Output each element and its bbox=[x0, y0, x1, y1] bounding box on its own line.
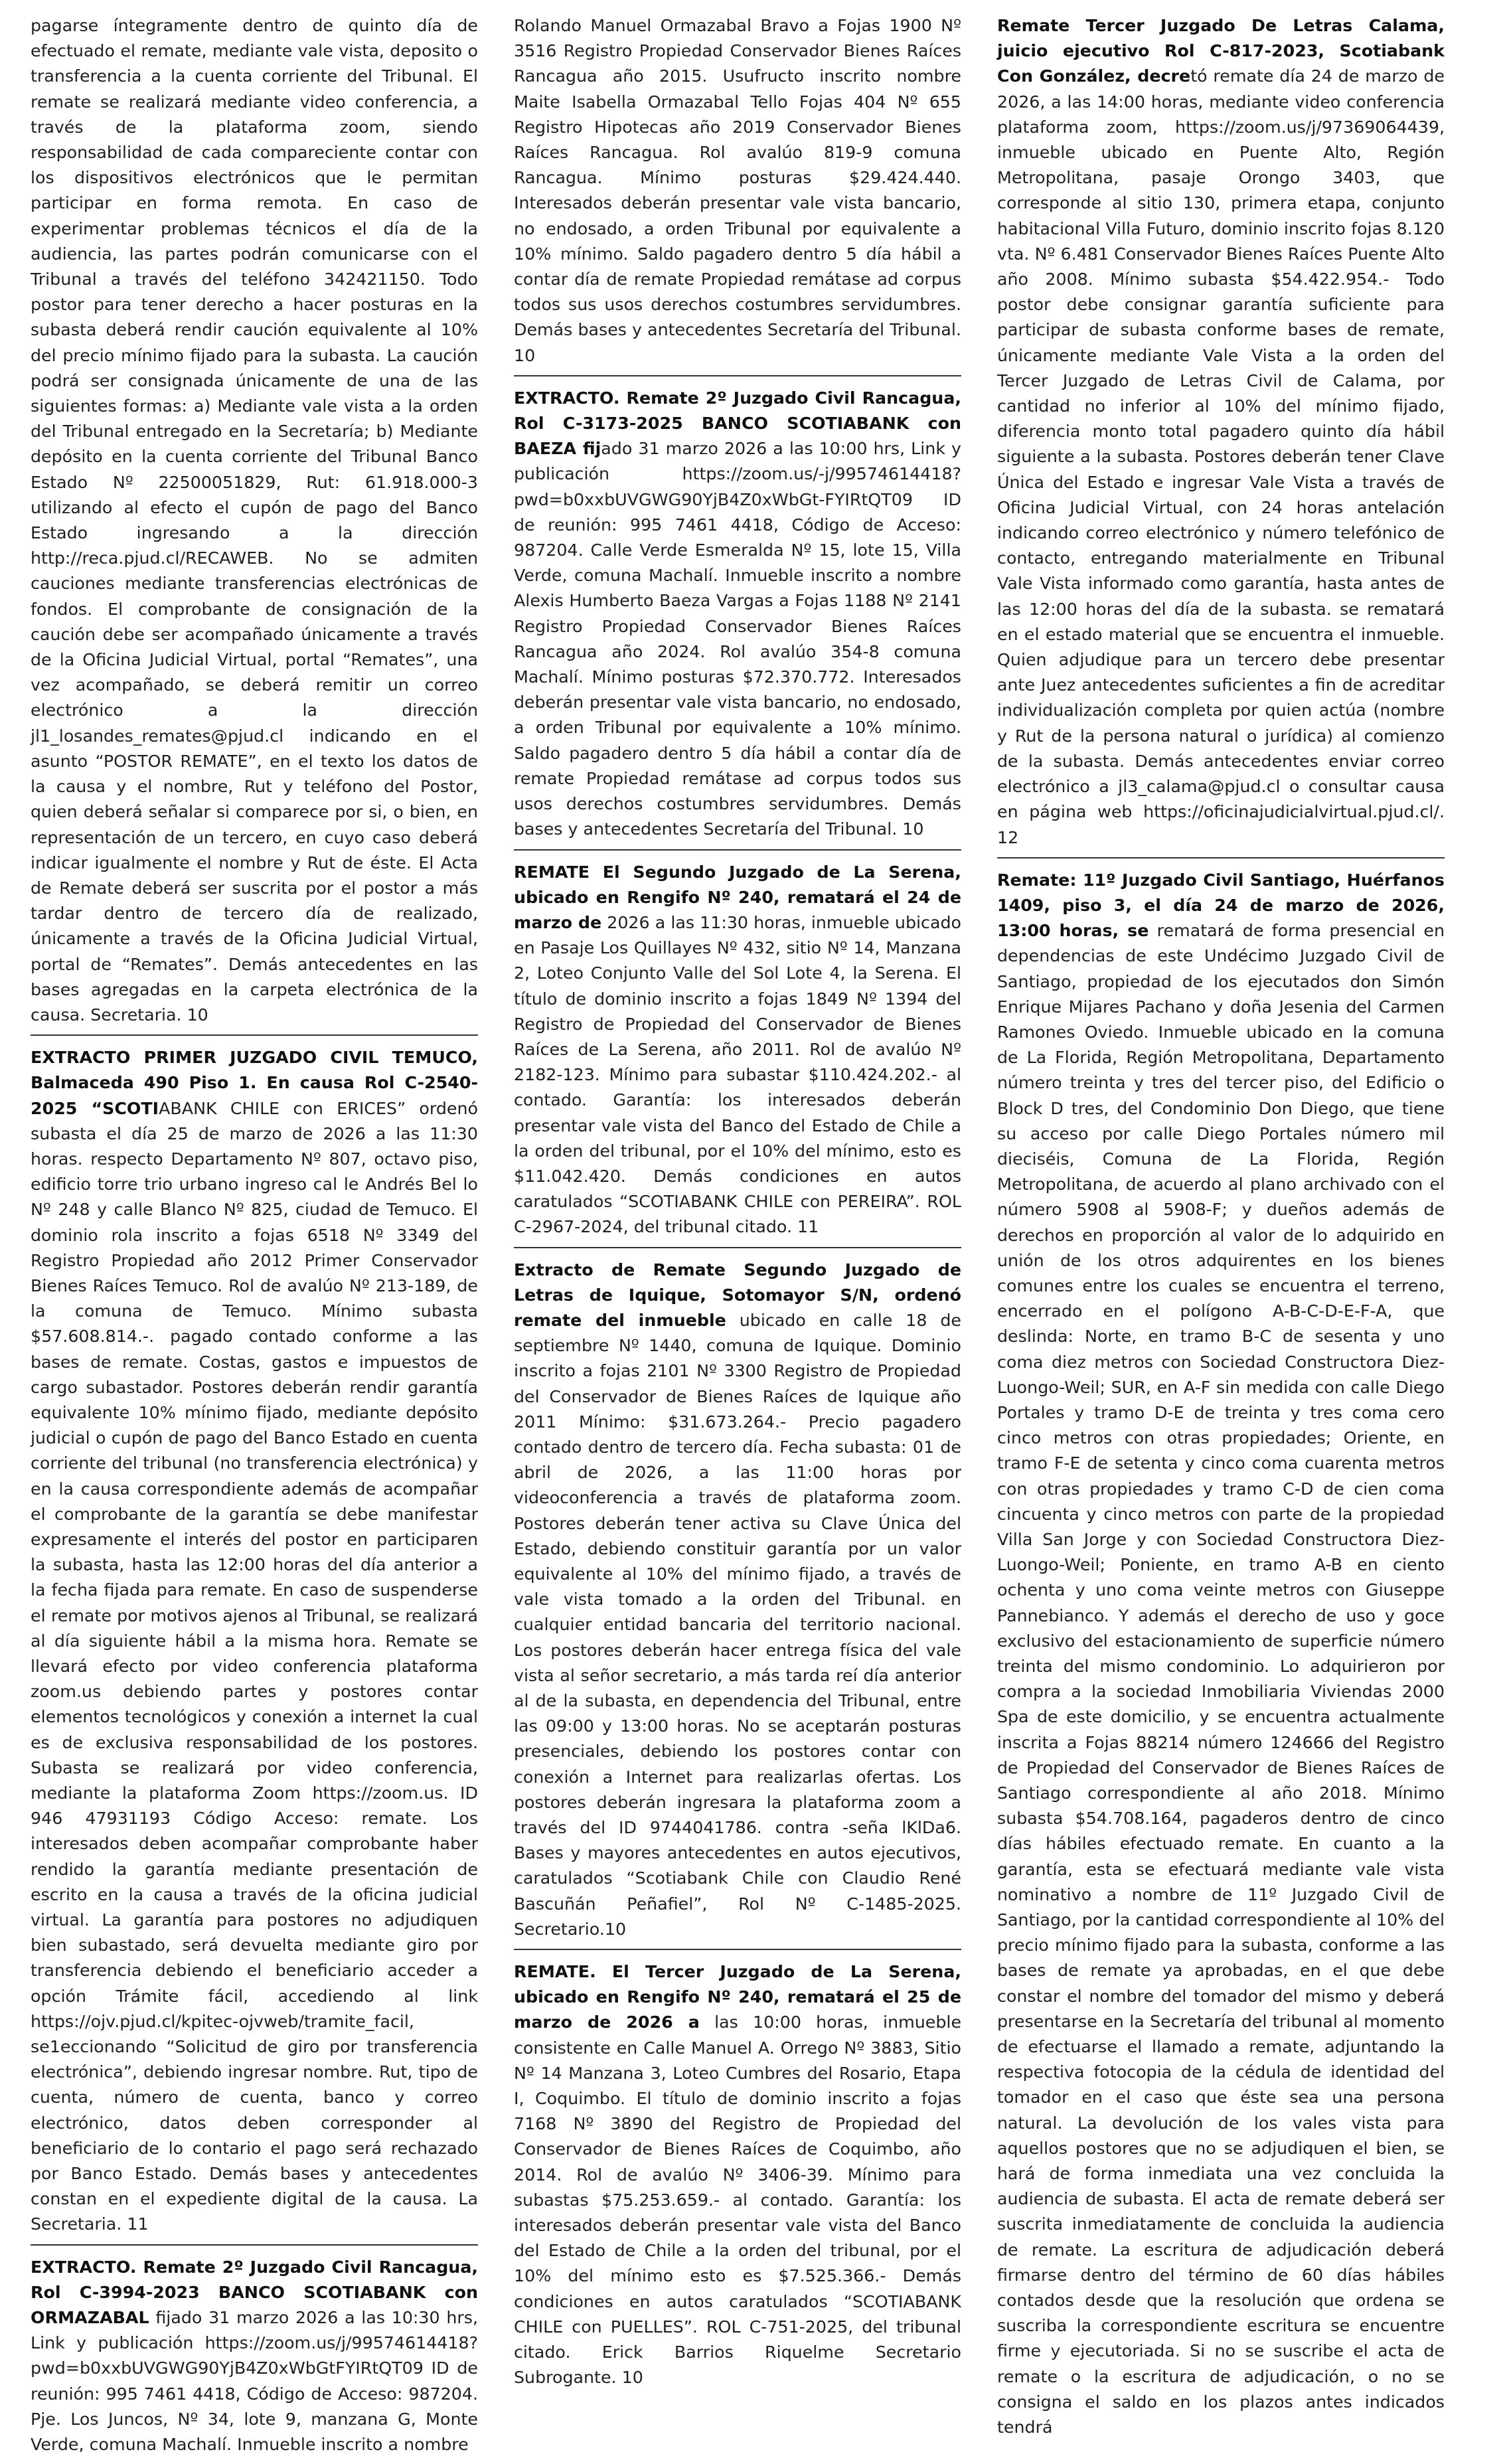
legal-notice bbox=[514, 1950, 961, 2397]
notice-heading: EXTRACTO. Remate 2º Juzgado Civil Rancagua, Rol C-3994-2023 BANCO SCOTIABANK con ORMAZABAL bbox=[31, 2257, 478, 2328]
notice-body: rematará de forma presencial en dependencias de este Undécimo Juzgado Civil de Santiago, propiedad de los ejecutados don Simón Enrique Mijares Pachano y doña Jesenia del Carmen Ramones Oviedo. Inmueble ubicado en la comuna de La Florida, Región Metropolitana, Departamento número treinta y tres del tercer piso, del Edificio o Block D tres, del Condominio Don Diego, que tiene su acceso por calle Diego Portales número mil dieciséis, Comuna de La Florida, Región Metropolitana, de acuerdo al plano archivado con el número 5908 al 5908-F; y dueños además de derechos en proporción al valor de lo adquirido en unión de los otros adquirentes en los bienes comunes entre los cuales se encuentra el terreno, encerrado en el polígono A-B-C-D-E-F-A, que deslinda: Norte, en tramo B-C de sesenta y uno coma diez metros con Sociedad Constructora Diez-Luongo-Weil; SUR, en A-F sin medida con calle Diego Portales y tramo D-E de treinta y tres coma cero cinco metros con otras propiedades; Oriente, en tramo F-E de setenta y cinco coma cuarenta metros con otras propiedades y tramo C-D de cien coma cincuenta y cinco metros con parte de la propiedad Villa San Jorge y con Sociedad Constructora Diez-Luongo-Weil; Poniente, en tramo A-B en ciento ochenta y uno coma veinte metros con Giuseppe Pannebianco. Y además el derecho de uso y goce exclusivo del estacionamiento de superficie número treinta del mismo condominio. Lo adquirieron por compra a la sociedad Inmobiliaria Viviendas 2000 Spa de este domicilio, y se encuentra actualmente inscrita a Fojas 88214 número 124666 del Registro de Propiedad del Conservador de Bienes Raíces de Santiago correspondiente al año 2018. Mínimo subasta $54.708.164, pagaderos dentro de cinco días hábiles efectuado remate. En cuanto a la garantía, esta se efectuará mediante vale vista nominativo a nombre de 11º Juzgado Civil de Santiago, por la cantidad correspondiente al 10% del precio mínimo fijado para la subasta, conforme a las bases de remate ya aprobadas, en el que debe constar el nombre del tomador del mismo y deberá presentarse en la Secretaría del tribunal al momento de efectuarse el llamado a remate, adjuntando la respectiva fotocopia de la cédula de identidad del tomador en el caso que éste sea una persona natural. La devolución de los vales vista para aquellos postores que no se adjudiquen el bien, se hará de forma inmediata una vez concluida la audiencia de subasta. El acta de remate deberá ser suscrita inmediatamente de concluida la audiencia de remate. La escritura de adjudicación deberá firmarse dentro del término de 60 días hábiles contados desde que la resolución que ordena se suscriba la correspondiente escritura se encuentre firme y ejecutoriada. Si no se suscribe el acta de remate o la escritura de adjudicación, o no se consigna el saldo en los plazos antes indicados tendrá bbox=[997, 921, 1445, 2437]
legal-notice bbox=[514, 376, 961, 851]
notice-heading: REMATE El Segundo Juzgado de La Serena, ubicado en Rengifo Nº 240, rematará el 24 de marzo de bbox=[514, 862, 961, 932]
column-3 bbox=[997, 13, 1445, 2437]
notice-heading: EXTRACTO PRIMER JUZGADO CIVIL TEMUCO, Balmaceda 490 Piso 1. En causa Rol C-2540-2025 “SCOTI bbox=[31, 1048, 478, 1118]
legal-notice bbox=[514, 851, 961, 1248]
notice-heading: Extracto de Remate Segundo Juzgado de Letras de Iquique, Sotomayor S/N, ordenó remate del inmueble bbox=[514, 1260, 961, 1330]
notice-body: 2026 a las 11:30 horas, inmueble ubicado en Pasaje Los Quillayes Nº 432, sitio Nº 14, Manzana 2, Loteo Conjunto Valle del Sol Lote 4, la Serena. El título de dominio inscrito a fojas 1849 Nº 1394 del Registro de Propiedad del Conservador de Bienes Raíces de La Serena, año 2011. Rol de avalúo Nº 2182-123. Mínimo para subastar $110.424.202.- al contado. Garantía: los interesados deberán presentar vale vista del Banco del Estado de Chile a la orden del tribunal, por el 10% del mínimo, esto es $11.042.420. Demás condiciones en autos caratulados “SCOTIABANK CHILE con PEREIRA”. ROL C-2967-2024, del tribunal citado. 11 bbox=[514, 912, 961, 1237]
notice-body: ado 31 marzo 2026 a las 10:00 hrs, Link y publicación https://zoom.us/-j/99574614418?pwd=b0xxbUVGWG90YjB4Z0xWbGt-FYIRtQT09 ID de reunión: 995 7461 4418, Código de Acceso: 987204. Calle Verde Esmeralda Nº 15, lote 15, Villa Verde, comuna Machalí. Inmueble inscrito a nombre Alexis Humberto Baeza Vargas a Fojas 1188 Nº 2141 Registro Propiedad Conservador Bienes Raíces Rancagua año 2024. Rol avalúo 354-8 comuna Machalí. Mínimo posturas $72.370.772. Interesados deberán presentar vale vista bancario, no endosado, a orden Tribunal por equivalente a 10% mínimo. Saldo pagadero dentro 5 día hábil a contar día de remate Propiedad remátase ad corpus todos sus usos derechos costumbres servidumbres. Demás bases y antecedentes Secretaría del Tribunal. 10 bbox=[514, 439, 961, 839]
notice-body: ubicado en calle 18 de septiembre Nº 1440, comuna de Iquique. Dominio inscrito a fojas 2101 Nº 3300 Registro de Propiedad del Conservador de Bienes Raíces de Iquique año 2011 Mínimo: $31.673.264.- Precio pagadero contado dentro de tercero día. Fecha subasta: 01 de abril de 2026, a las 11:00 horas por videoconferencia a través de plataforma zoom. Postores deberán tener activa su Clave Única del Estado, debiendo constituir garantía por un valor equivalente al 10% del mínimo fijado, a través de vale vista tomado a la orden del Tribunal. en cualquier entidad bancaria del territorio nacional. Los postores deberán hacer entrega física del vale vista al señor secretario, a más tarda reí día anterior al de la subasta, en dependencia del Tribunal, entre las 09:00 y 13:00 horas. No se aceptarán posturas presenciales, debiendo los postores contar con conexión a Internet para realizarlas ofertas. Los postores deberán ingresara la plataforma zoom a través del ID 9744041786. contra -seña lKlDa6. Bases y mayores antecedentes en autos ejecutivos, caratulados “Scotiabank Chile con Claudio René Bascuñán Peñafiel”, Rol Nº C-1485-2025. Secretario.10 bbox=[514, 1310, 961, 1939]
legal-notice bbox=[31, 2246, 478, 2464]
notice-body: pagarse íntegramente dentro de quinto día de efectuado el remate, mediante vale vista, deposito o transferencia a la cuenta corriente del Tribunal. El remate se realizará mediante video conferencia, a través de la plataforma zoom, siendo responsabilidad de cada compareciente contar con los dispositivos electrónicos que le permitan participar en forma remota. En caso de experimentar problemas técnicos el día de la audiencia, las partes podrán comunicarse con el Tribunal a través del teléfono 342421150. Todo postor para tener derecho a hacer posturas en la subasta deberá rendir caución equivalente al 10% del precio mínimo fijado para la subasta. La caución podrá ser consignada únicamente de una de las siguientes formas: a) Mediante vale vista a la orden del Tribunal entregado en la Secretaría; b) Mediante depósito en la cuenta corriente del Tribunal Banco Estado Nº 22500051829, Rut: 61.918.000-3 utilizando al efecto el cupón de pago del Banco Estado ingresando a la dirección http://reca.pjud.cl/RECAWEB. No se admiten cauciones mediante transferencias electrónicas de fondos. El comprobante de consignación de la caución debe ser acompañado únicamente a través de la Oficina Judicial Virtual, portal “Remates”, una vez acompañado, se deberá remitir un correo electrónico a la dirección jl1_losandes_remates@pjud.cl indicando en el asunto “POSTOR REMATE”, en el texto los datos de la causa y el nombre, Rut y teléfono del Postor, quien deberá señalar si comparece por si, o bien, en representación de un tercero, en cuyo caso deberá indicar igualmente el nombre y Rut de éste. El Acta de Remate deberá ser suscrita por el postor a más tardar dentro de tercero día de realizado, únicamente a través de la Oficina Judicial Virtual, portal de “Remates”. Demás antecedentes en las bases agregadas en la carpeta electrónica de la causa. Secretaria. 10 bbox=[31, 16, 478, 1025]
legal-notice bbox=[31, 1036, 478, 2246]
notice-heading: Remate Tercer Juzgado De Letras Calama, juicio ejecutivo Rol C-817-2023, Scotiabank Con González, decre bbox=[997, 16, 1445, 86]
column-1 bbox=[31, 13, 478, 2455]
notice-body: fijado 31 marzo 2026 a las 10:30 hrs, Link y publicación https://zoom.us/j/99574614418?pwd=b0xxbUVGWG90YjB4Z0xWbGtFYIRtQT09 ID de reunión: 995 7461 4418, Código de Acceso: 987204. Pje. Los Juncos, Nº 34, lote 9, manzana G, Monte Verde, comuna Machalí. Inmueble inscrito a nombre bbox=[31, 2308, 478, 2455]
notice-heading: REMATE. El Tercer Juzgado de La Serena, ubicado en Rengifo Nº 240, rematará el 25 de marzo de 2026 a bbox=[514, 1962, 961, 2032]
notice-body: Rolando Manuel Ormazabal Bravo a Fojas 1900 Nº 3516 Registro Propiedad Conservador Bienes Raíces Rancagua año 2015. Usufructo inscrito nombre Maite Isabella Ormazabal Tello Fojas 404 Nº 655 Registro Hipotecas año 2019 Conservador Bienes Raíces Rancagua. Rol avalúo 819-9 comuna Rancagua. Mínimo posturas $29.424.440. Interesados deberán presentar vale vista bancario, no endosado, a orden Tribunal por equivalente a 10% mínimo. Saldo pagadero dentro 5 día hábil a contar día de remate Propiedad remátase ad corpus todos sus usos derechos costumbres servidumbres. Demás bases y antecedentes Secretaría del Tribunal. 10 bbox=[514, 16, 961, 365]
legal-notice bbox=[997, 13, 1445, 859]
notice-body: tó remate día 24 de marzo de 2026, a las 14:00 horas, mediante video conferencia plataforma zoom, https://zoom.us/j/97369064439, inmueble ubicado en Puente Alto, Región Metropolitana, pasaje Orongo 3403, que corresponde al sitio 130, primera etapa, conjunto habitacional Villa Futuro, dominio inscrito fojas 8.120 vta. Nº 6.481 Conservador Bienes Raíces Puente Alto año 2008. Mínimo subasta $54.422.954.- Todo postor debe consignar garantía suficiente para participar de subasta conforme bases de remate, únicamente mediante Vale Vista a la orden del Tercer Juzgado de Letras Civil de Calama, por cantidad no inferior al 10% del mínimo fijado, diferencia monto total pagadero quinto día hábil siguiente a la subasta. Postores deberán tener Clave Única del Estado e ingresar Vale Vista a través de Oficina Judicial Virtual, con 24 horas antelación indicando correo electrónico y número telefónico de contacto, entregando materialmente en Tribunal Vale Vista informado como garantía, hasta antes de las 12:00 horas del día de la subasta. se rematará en el estado material que se encuentra el inmueble. Quien adjudique para un tercero debe presentar ante Juez antecedentes suficientes a fin de acreditar individualización completa por quien actúa (nombre y Rut de la persona natural o jurídica) al comienzo de la subasta. Demás antecedentes enviar correo electrónico a jl3_calama@pjud.cl o consultar causa en página web https://oficinajudicialvirtual.pjud.cl/. 12 bbox=[997, 66, 1445, 847]
legal-notice bbox=[31, 13, 478, 1036]
legal-notice bbox=[514, 13, 961, 376]
legal-notice bbox=[514, 1248, 961, 1950]
notice-body: las 10:00 horas, inmueble consistente en Calle Manuel A. Orrego Nº 3883, Sitio Nº 14 Manzana 3, Loteo Cumbres del Rosario, Etapa I, Coquimbo. El título de dominio inscrito a fojas 7168 Nº 3890 del Registro de Propiedad del Conservador de Bienes Raíces de Coquimbo, año 2014. Rol de avalúo Nº 3406-39. Mínimo para subastas $75.253.659.- al contado. Garantía: los interesados deberán presentar vale vista del Banco del Estado de Chile a la orden del tribunal, por el 10% del mínimo esto es $7.525.366.- Demás condiciones en autos caratulados “SCOTIABANK CHILE con PUELLES”. ROL C-751-2025, del tribunal citado. Erick Barrios Riquelme Secretario Subrogante. 10 bbox=[514, 2012, 962, 2388]
notice-body: ABANK CHILE con ERICES” ordenó subasta el día 25 de marzo de 2026 a las 11:30 horas. respecto Departamento Nº 807, octavo piso, edificio torre trio urbano ingreso cal le Andrés Bel lo Nº 248 y calle Blanco Nº 825, ciudad de Temuco. El dominio rola inscrito a fojas 6518 Nº 3349 del Registro Propiedad año 2012 Primer Conservador Bienes Raíces Temuco. Rol de avalúo Nº 213-189, de la comuna de Temuco. Mínimo subasta $57.608.814.-. pagado contado conforme a las bases de remate. Costas, gastos e impuestos de cargo subastador. Postores deberán rendir garantía equivalente 10% mínimo fijado, mediante depósito judicial o cupón de pago del Banco Estado en cuenta corriente del tribunal (no transferencia electrónica) y en la causa correspondiente además de acompañar el comprobante de la garantía se debe manifestar expresamente el interés del postor en participaren la subasta, hasta las 12:00 horas del día anterior a la fecha fijada para remate. En caso de suspenderse el remate por motivos ajenos al Tribunal, se realizará al día siguiente hábil a la misma hora. Remate se llevará efecto por video conferencia plataforma zoom.us debiendo partes y postores contar elementos tecnológicos y conexión a internet la cual es de exclusiva responsabilidad de los postores. Subasta se realizará por video conferencia, mediante la plataforma Zoom https://zoom.us. ID 946 47931193 Código Acceso: remate. Los interesados deben acompañar comprobante haber rendido la garantía mediante presentación de escrito en la causa a través de la oficina judicial virtual. La garantía para postores no adjudiquen bien subastado, será devuelta mediante giro por transferencia debiendo el beneficiario acceder a opción Trámite fácil, accediendo al link https://ojv.pjud.cl/kpitec-ojvweb/tramite_facil, se1eccionando “Solicitud de giro por transferencia electrónica”, debiendo ingresar nombre. Rut, tipo de cuenta, número de cuenta, banco y correo electrónico, datos deben corresponder al beneficiario de lo contario el pago será rechazado por Banco Estado. Demás bases y antecedentes constan en el expediente digital de la causa. La Secretaria. 11 bbox=[31, 1098, 478, 2234]
legal-notice bbox=[997, 859, 1445, 2447]
notice-heading: Remate: 11º Juzgado Civil Santiago, Huérfanos 1409, piso 3, el día 24 de marzo de 2026, 13:00 horas, se bbox=[997, 870, 1445, 941]
notice-heading: EXTRACTO. Remate 2º Juzgado Civil Rancagua, Rol C-3173-2025 BANCO SCOTIABANK con BAEZA fij bbox=[514, 388, 961, 459]
column-2 bbox=[514, 13, 962, 2388]
